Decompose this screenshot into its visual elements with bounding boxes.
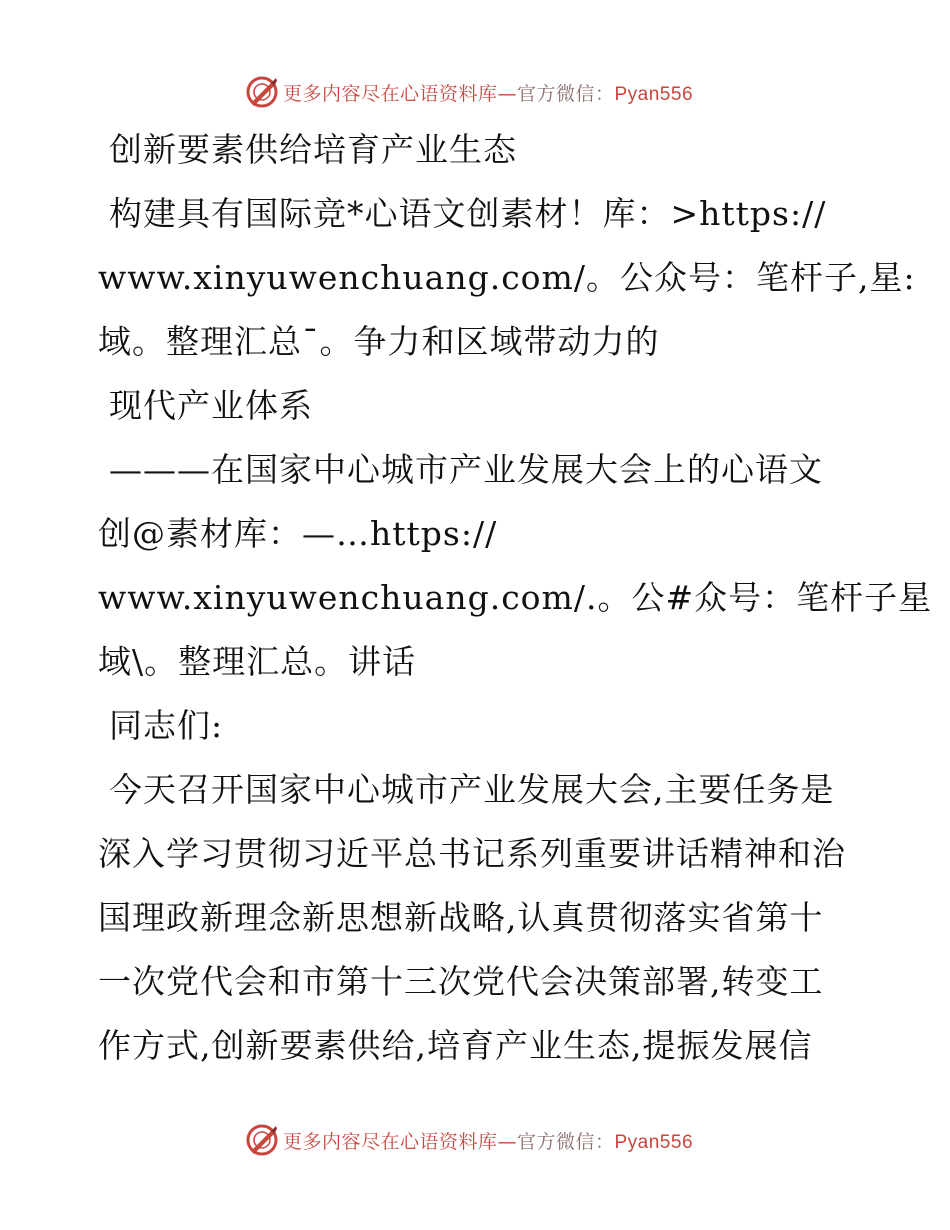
paragraph-main <box>98 758 858 1078</box>
footer-watermark <box>0 1120 950 1160</box>
text-line: www.xinyuwenchuang.com/.。公#众号：笔杆子星 <box>98 578 933 617</box>
watermark-wechat-id: Pyan556 <box>614 1131 694 1153</box>
text-line: 同志们: <box>109 706 224 745</box>
watermark-inner <box>245 75 693 109</box>
pen-logo-icon <box>245 1123 279 1157</box>
text-line: 创新要素供给培育产业生态 <box>109 130 517 169</box>
paragraph-subtitle <box>98 374 858 438</box>
paragraph-intro <box>98 182 916 374</box>
text-line: 创@素材库：—…https:// <box>98 514 498 553</box>
watermark-site-text: 更多内容尽在心语资料库 <box>282 82 498 105</box>
paragraph-greeting <box>98 694 858 758</box>
watermark-inner <box>245 1123 693 1157</box>
text-line: 域\。整理汇总。讲话 <box>98 642 417 681</box>
paragraph-title <box>98 118 858 182</box>
text-line: ———在国家中心城市产业发展大会上的心语文 <box>109 450 823 489</box>
text-line: 今天召开国家中心城市产业发展大会,主要任务是 <box>109 770 835 809</box>
watermark-dash: — <box>497 82 517 105</box>
watermark-wechat-label: 官方微信： <box>516 82 615 105</box>
text-line: 域。整理汇总¯。争力和区域带动力的 <box>98 322 660 361</box>
paragraph-speech-source <box>98 438 933 694</box>
text-line: 国理政新理念新思想新战略,认真贯彻落实省第十 <box>98 898 824 937</box>
text-line: 构建具有国际竞*心语文创素材！库：>https:// <box>109 194 827 233</box>
text-line: www.xinyuwenchuang.com/。公众号：笔杆子,星: <box>98 258 916 297</box>
watermark-site-text: 更多内容尽在心语资料库 <box>282 1130 498 1153</box>
watermark-text <box>283 79 693 106</box>
text-line: 深入学习贯彻习近平总书记系列重要讲话精神和治 <box>98 834 846 873</box>
pen-logo-icon <box>245 75 279 109</box>
text-line: 一次党代会和市第十三次党代会决策部署,转变工 <box>98 962 824 1001</box>
document-body <box>98 118 933 1078</box>
text-line: 现代产业体系 <box>109 386 313 425</box>
watermark-dash: — <box>497 1130 517 1153</box>
watermark-wechat-label: 官方微信： <box>516 1130 615 1153</box>
watermark-wechat-id: Pyan556 <box>614 83 694 105</box>
header-watermark <box>0 72 950 112</box>
text-line: 作方式,创新要素供给,培育产业生态,提振发展信 <box>98 1026 813 1065</box>
watermark-text <box>283 1127 693 1154</box>
